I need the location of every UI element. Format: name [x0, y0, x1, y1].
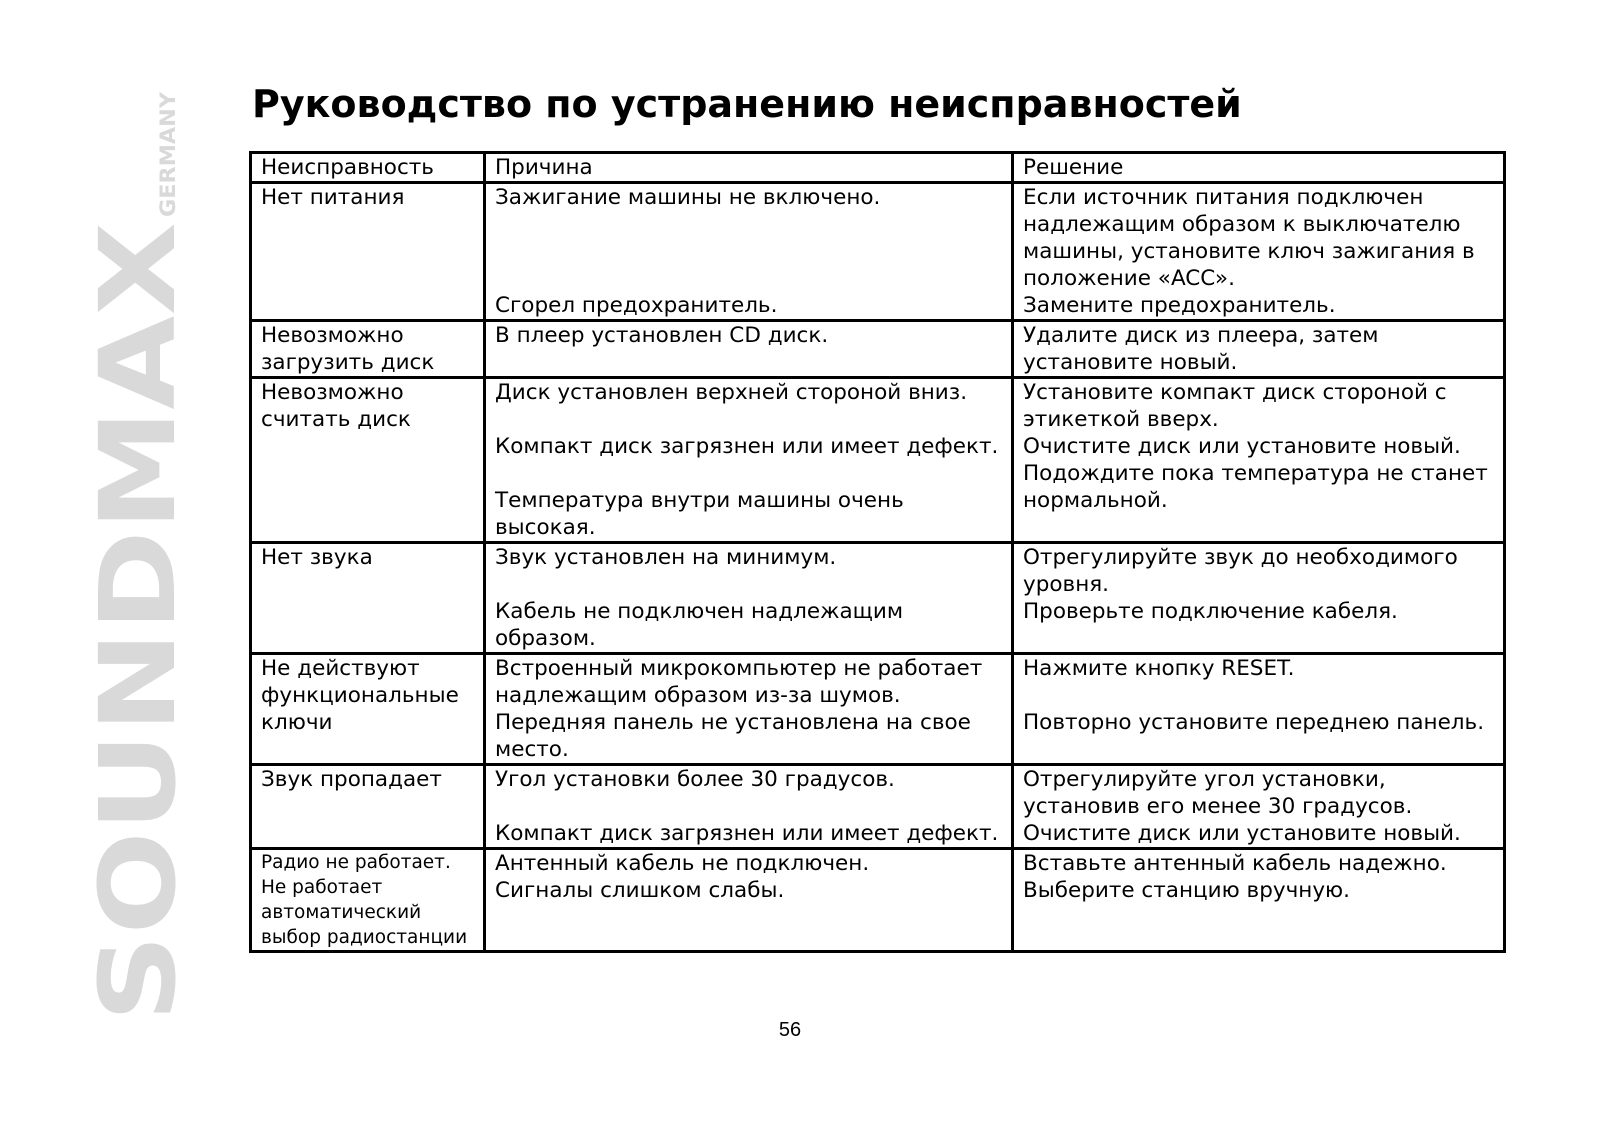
table-row — [251, 378, 1505, 543]
solution-cell — [1013, 765, 1505, 849]
solution-text: Если источник питания подключен надлежащим образом к выключателю машины, установите ключ зажигания в положение «ACC». — [1023, 185, 1475, 291]
cause-cell — [485, 849, 1013, 952]
table-row — [251, 654, 1505, 765]
fault-cell — [251, 849, 485, 952]
solution-text: Очистите диск или установите новый. — [1023, 821, 1461, 846]
cause-cell — [485, 654, 1013, 765]
fault-cell — [251, 183, 485, 321]
cause-text: Сигналы слишком слабы. — [495, 878, 785, 903]
solution-text: Нажмите кнопку RESET. — [1023, 656, 1295, 681]
table-row — [251, 183, 1505, 321]
troubleshooting-table — [249, 151, 1506, 953]
cause-text: Зажигание машины не включено. — [495, 185, 881, 210]
fault-cell — [251, 543, 485, 654]
cause-text: Звук установлен на минимум. — [495, 545, 837, 570]
solution-text: Отрегулируйте угол установки, установив его менее 30 градусов. — [1023, 767, 1413, 819]
cause-text: Температура внутри машины очень высокая. — [495, 488, 904, 540]
fault-text: Нет питания — [261, 185, 405, 210]
solution-cell — [1013, 378, 1505, 543]
cause-text: Сгорел предохранитель. — [495, 293, 778, 318]
soundmax-logo — [77, 92, 199, 1032]
page-title: Руководство по устранению неисправностей — [252, 82, 1242, 126]
table-row — [251, 543, 1505, 654]
solution-text: Подождите пока температура не станет нормальной. — [1023, 461, 1488, 513]
solution-text: Вставьте антенный кабель надежно. — [1023, 851, 1447, 876]
header-solution: Решение — [1013, 153, 1505, 183]
header-fault: Неисправность — [251, 153, 485, 183]
cause-cell — [485, 183, 1013, 321]
cause-text: Диск установлен верхней стороной вниз. — [495, 380, 968, 405]
soundmax-logo-mark — [77, 92, 199, 1032]
cause-cell — [485, 378, 1013, 543]
solution-cell — [1013, 183, 1505, 321]
cause-text: Передняя панель не установлена на свое место. — [495, 710, 971, 762]
solution-text: Замените предохранитель. — [1023, 293, 1336, 318]
table-row — [251, 321, 1505, 378]
fault-text: Не действуют функциональные ключи — [261, 656, 459, 735]
solution-cell — [1013, 849, 1505, 952]
fault-text: Невозможно загрузить диск — [261, 323, 435, 375]
logo-subtext: GERMANY — [156, 99, 180, 217]
solution-text: Удалите диск из плеера, затем установите новый. — [1023, 323, 1379, 375]
cause-cell — [485, 543, 1013, 654]
solution-text: Очистите диск или установите новый. — [1023, 434, 1461, 459]
cause-cell — [485, 765, 1013, 849]
solution-text: Проверьте подключение кабеля. — [1023, 599, 1398, 624]
solution-cell — [1013, 654, 1505, 765]
cause-text: Угол установки более 30 градусов. — [495, 767, 895, 792]
fault-text: Не работает автоматический выбор радиостанции — [261, 877, 468, 948]
table-row — [251, 765, 1505, 849]
solution-cell — [1013, 543, 1505, 654]
solution-text: Повторно установите переднею панель. — [1023, 710, 1485, 735]
fault-text: Звук пропадает — [261, 767, 442, 792]
cause-text: Компакт диск загрязнен или имеет дефект. — [495, 821, 999, 846]
solution-text: Выберите станцию вручную. — [1023, 878, 1350, 903]
header-cause: Причина — [485, 153, 1013, 183]
fault-cell — [251, 765, 485, 849]
cause-text: Антенный кабель не подключен. — [495, 851, 870, 876]
table-header-row — [251, 153, 1505, 183]
cause-text: Встроенный микрокомпьютер не работает надлежащим образом из-за шумов. — [495, 656, 983, 708]
fault-text: Невозможно считать диск — [261, 380, 411, 432]
fault-cell — [251, 321, 485, 378]
cause-cell — [485, 321, 1013, 378]
solution-text: Отрегулируйте звук до необходимого уровня. — [1023, 545, 1458, 597]
cause-text: Компакт диск загрязнен или имеет дефект. — [495, 434, 999, 459]
page-number: 56 — [778, 1019, 802, 1041]
logo-wordmark: SOUNDMAX — [77, 336, 199, 1022]
solution-text: Установите компакт диск стороной с этикеткой вверх. — [1023, 380, 1447, 432]
cause-text: В плеер установлен CD диск. — [495, 323, 829, 348]
fault-text: Нет звука — [261, 545, 373, 570]
fault-text: Радио не работает. — [261, 852, 451, 873]
table-row — [251, 849, 1505, 952]
cause-text: Кабель не подключен надлежащим образом. — [495, 599, 904, 651]
fault-cell — [251, 654, 485, 765]
fault-cell — [251, 378, 485, 543]
solution-cell — [1013, 321, 1505, 378]
